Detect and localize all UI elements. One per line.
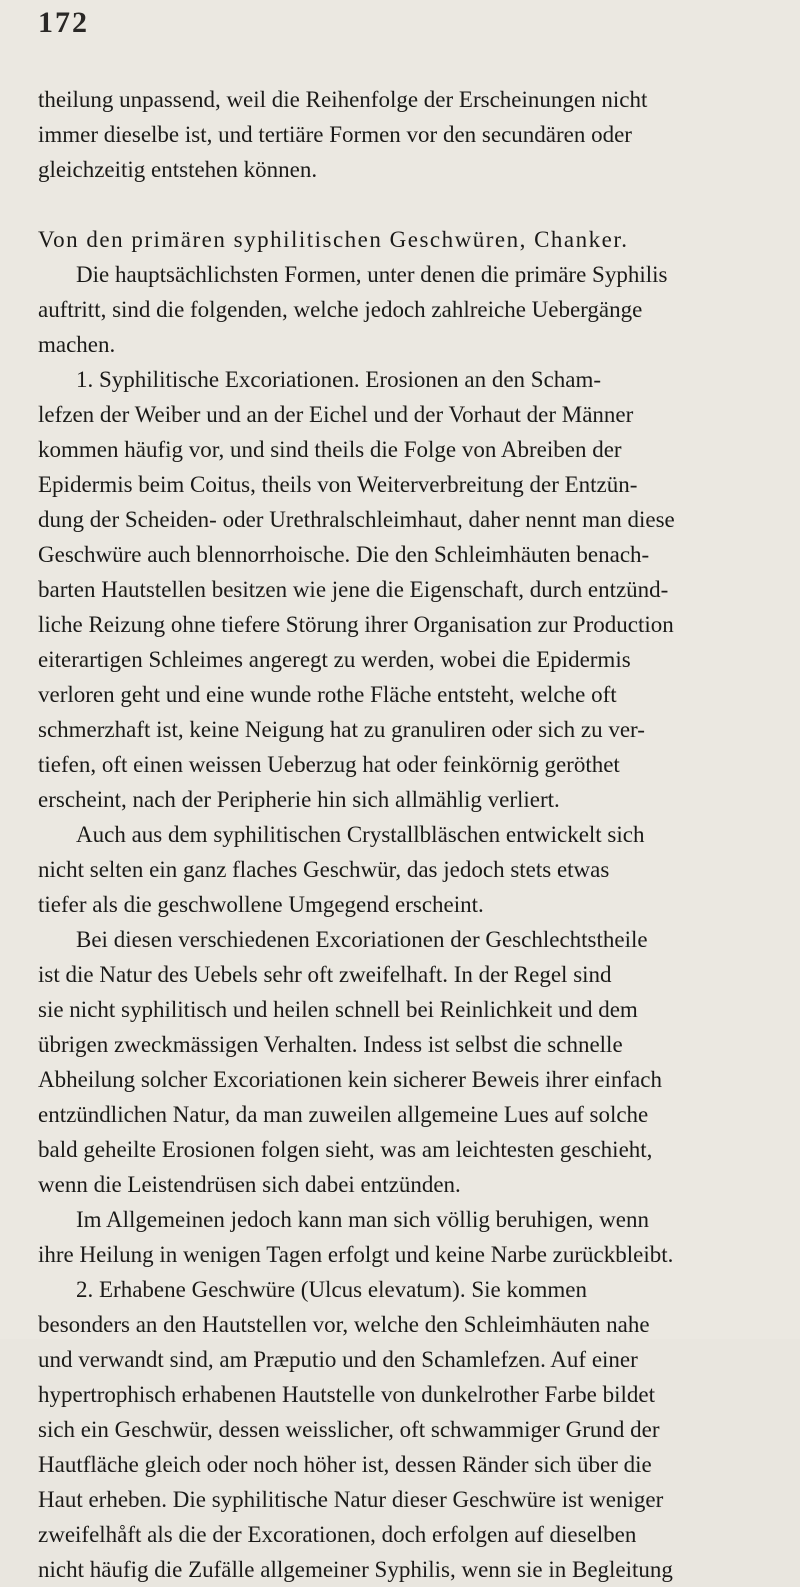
text-line: 2. Erhabene Geschwüre (Ulcus elevatum). Sie kommen [76,1277,587,1302]
text-line: zweifelhåft als die der Excorationen, doch erfolgen auf dieselben [38,1522,637,1547]
text-line: und verwandt sind, am Præputio und den Schamlefzen. Auf einer [38,1347,638,1372]
text-line: nicht selten ein ganz flaches Geschwür, das jedoch stets etwas [38,857,610,882]
text-line: 1. Syphilitische Excoriationen. Erosionen an den Scham- [76,367,602,392]
text-line: eiterartigen Schleimes angeregt zu werden, wobei die Epidermis [38,647,631,672]
text-line: immer dieselbe ist, und tertiäre Formen vor den secundären oder [38,122,632,147]
page-number: 172 [38,6,89,39]
text-line: schmerzhaft ist, keine Neigung hat zu granuliren oder sich zu ver- [38,717,645,742]
text-line: Auch aus dem syphilitischen Crystallbläschen entwickelt sich [76,822,645,847]
text-line: übrigen zweckmässigen Verhalten. Indess ist selbst die schnelle [38,1032,623,1057]
text-line: Im Allgemeinen jedoch kann man sich völlig beruhigen, wenn [76,1207,649,1232]
text-line: barten Hautstellen besitzen wie jene die Eigenschaft, durch entzünd- [38,577,669,602]
text-line: Bei diesen verschiedenen Excoriationen der Geschlechtstheile [76,927,648,952]
text-line: Von den primären syphilitischen Geschwüren, Chanker. [38,227,629,252]
body-text [38,82,780,1587]
text-line: kommen häufig vor, und sind theils die Folge von Abreiben der [38,437,622,462]
text-line: tiefen, oft einen weissen Ueberzug hat oder feinkörnig geröthet [38,752,620,777]
text-line: nicht häufig die Zufälle allgemeiner Syphilis, wenn sie in Begleitung [38,1557,673,1582]
blank-line [38,187,780,222]
text-line: dung der Scheiden- oder Urethralschleimhaut, daher nennt man diese [38,507,675,532]
text-line: Hautfläche gleich oder noch höher ist, dessen Ränder sich über die [38,1452,652,1477]
text-line: liche Reizung ohne tiefere Störung ihrer Organisation zur Production [38,612,674,637]
text-line: erscheint, nach der Peripherie hin sich allmählig verliert. [38,787,560,812]
text-line: ihre Heilung in wenigen Tagen erfolgt und keine Narbe zurückbleibt. [38,1242,674,1267]
text-line: Epidermis beim Coitus, theils von Weiterverbreitung der Entzün- [38,472,638,497]
text-line: theilung unpassend, weil die Reihenfolge der Erscheinungen nicht [38,87,648,112]
text-line: sich ein Geschwür, dessen weisslicher, oft schwammiger Grund der [38,1417,660,1442]
text-line: verloren geht und eine wunde rothe Fläche entsteht, welche oft [38,682,617,707]
text-line: tiefer als die geschwollene Umgegend erscheint. [38,892,484,917]
text-line: bald geheilte Erosionen folgen sieht, was am leichtesten geschieht, [38,1137,653,1162]
text-line: sie nicht syphilitisch und heilen schnell bei Reinlichkeit und dem [38,997,638,1022]
text-line: Die hauptsächlichsten Formen, unter denen die primäre Syphilis [76,262,668,287]
text-line: gleichzeitig entstehen können. [38,157,318,182]
text-line: Abheilung solcher Excoriationen kein sicherer Beweis ihrer einfach [38,1067,662,1092]
text-line: wenn die Leistendrüsen sich dabei entzünden. [38,1172,461,1197]
text-line: Geschwüre auch blennorrhoische. Die den Schleimhäuten benach- [38,542,650,567]
text-line: entzündlichen Natur, da man zuweilen allgemeine Lues auf solche [38,1102,649,1127]
text-line: ist die Natur des Uebels sehr oft zweifelhaft. In der Regel sind [38,962,612,987]
text-line: besonders an den Hautstellen vor, welche den Schleimhäuten nahe [38,1312,650,1337]
text-line: machen. [38,332,116,357]
text-line: auftritt, sind die folgenden, welche jedoch zahlreiche Uebergänge [38,297,643,322]
text-line: lefzen der Weiber und an der Eichel und der Vorhaut der Männer [38,402,634,427]
text-line: hypertrophisch erhabenen Hautstelle von dunkelrother Farbe bildet [38,1382,655,1407]
text-line: Haut erheben. Die syphilitische Natur dieser Geschwüre ist weniger [38,1487,664,1512]
